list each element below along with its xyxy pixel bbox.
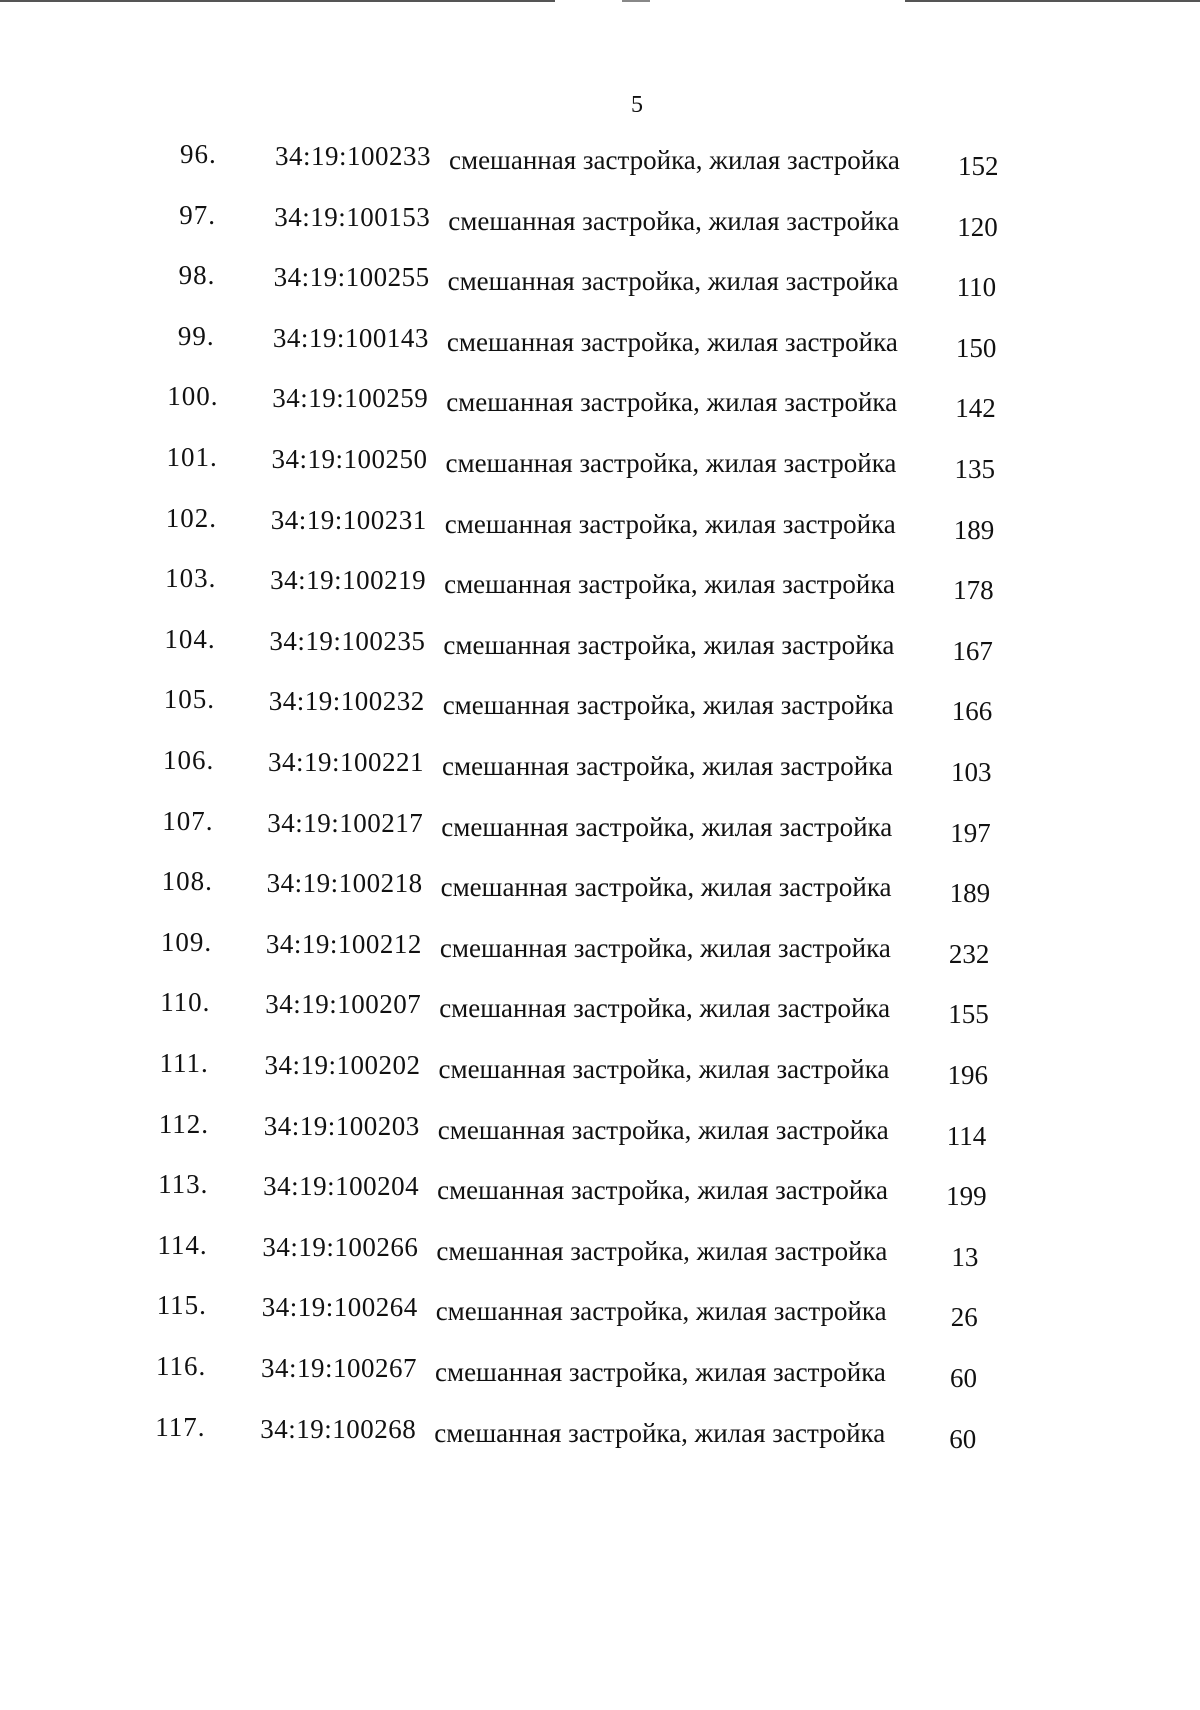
row-number: 97. (179, 199, 217, 230)
cadastral-number: 34:19:100266 (262, 1231, 419, 1262)
area-value: 13 (951, 1241, 979, 1272)
area-value: 155 (948, 999, 989, 1030)
land-use: смешанная застройка, жилая застройка (449, 145, 900, 175)
table-row (0, 1289, 1200, 1333)
row-number: 99. (177, 320, 215, 351)
table-row (0, 199, 1200, 243)
land-use: смешанная застройка, жилая застройка (442, 751, 893, 781)
area-value: 26 (950, 1302, 978, 1333)
cadastral-number: 34:19:100203 (263, 1110, 420, 1141)
area-value: 60 (949, 1423, 977, 1454)
land-use: смешанная застройка, жилая застройка (437, 1175, 889, 1206)
cadastral-number: 34:19:100255 (273, 262, 430, 293)
cadastral-number: 34:19:100221 (268, 747, 425, 777)
area-value: 152 (958, 151, 999, 181)
land-use: смешанная застройка, жилая застройка (435, 1296, 887, 1327)
row-number: 112. (158, 1108, 210, 1139)
area-value: 232 (948, 938, 990, 969)
land-use: смешанная застройка, жилая застройка (444, 569, 896, 600)
area-value: 103 (951, 757, 992, 787)
cadastral-number: 34:19:100232 (268, 686, 425, 717)
area-value: 120 (957, 211, 998, 242)
table-row (0, 138, 1200, 182)
land-use: смешанная застройка, жилая застройка (446, 387, 898, 418)
table-row (0, 744, 1200, 788)
row-number: 111. (159, 1048, 209, 1078)
area-value: 166 (951, 696, 993, 727)
cadastral-number: 34:19:100212 (265, 928, 422, 959)
cadastral-number: 34:19:100218 (266, 868, 423, 899)
cadastral-number: 34:19:100235 (269, 625, 426, 656)
table-row (0, 1168, 1200, 1212)
cadastral-number: 34:19:100153 (274, 201, 431, 232)
table-row (0, 259, 1200, 303)
land-use: смешанная застройка, жилая застройка (440, 872, 892, 903)
row-number: 102. (165, 502, 218, 533)
table-row (0, 1047, 1200, 1091)
area-value: 114 (946, 1120, 987, 1151)
area-value: 142 (955, 393, 996, 424)
land-use: смешанная застройка, жилая застройка (436, 1235, 888, 1266)
land-use: смешанная застройка, жилая застройка (447, 266, 899, 297)
table-row (0, 1108, 1200, 1152)
cadastral-number: 34:19:100202 (264, 1050, 421, 1080)
land-use: смешанная застройка, жилая застройка (448, 205, 900, 236)
row-number: 117. (155, 1411, 206, 1442)
area-value: 197 (950, 817, 991, 848)
area-value: 189 (949, 878, 991, 909)
row-number: 101. (166, 442, 218, 472)
table-row (0, 986, 1200, 1030)
table-row (0, 441, 1200, 485)
row-number: 116. (156, 1351, 207, 1381)
cadastral-number: 34:19:100264 (261, 1292, 418, 1323)
cadastral-number: 34:19:100219 (270, 565, 427, 596)
table-row (0, 1350, 1200, 1394)
land-use: смешанная застройка, жилая застройка (434, 1417, 886, 1448)
table-row (0, 683, 1200, 727)
table-row (0, 926, 1200, 970)
table-row (0, 380, 1200, 424)
cadastral-number: 34:19:100143 (272, 322, 429, 353)
land-use: смешанная застройка, жилая застройка (435, 1357, 886, 1387)
cadastral-number: 34:19:100207 (265, 989, 422, 1020)
row-number: 98. (178, 260, 216, 291)
row-number: 110. (160, 987, 211, 1018)
table-row (0, 320, 1200, 364)
row-number: 108. (161, 866, 213, 897)
row-number: 107. (162, 805, 214, 836)
table-row (0, 502, 1200, 546)
row-number: 106. (163, 745, 215, 775)
land-use: смешанная застройка, жилая застройка (444, 508, 896, 539)
area-value: 167 (952, 635, 993, 666)
row-number: 105. (163, 684, 215, 715)
area-value: 196 (947, 1060, 988, 1090)
land-use: смешанная застройка, жилая застройка (439, 932, 891, 963)
area-value: 150 (955, 332, 997, 363)
cadastral-number: 34:19:100250 (271, 444, 428, 474)
cadastral-number: 34:19:100268 (260, 1413, 417, 1444)
area-value: 178 (953, 575, 994, 606)
land-use: смешанная застройка, жилая застройка (443, 629, 895, 660)
land-use: смешанная застройка, жилая застройка (438, 1054, 890, 1084)
row-number: 109. (160, 926, 213, 957)
area-value: 110 (956, 272, 997, 303)
area-value: 135 (954, 454, 995, 484)
page-number: 5 (631, 92, 643, 118)
land-use: смешанная застройка, жилая застройка (439, 993, 891, 1024)
table-row (0, 865, 1200, 909)
land-use: смешанная застройка, жилая застройка (446, 326, 898, 357)
row-number: 115. (156, 1290, 207, 1321)
cadastral-number: 34:19:100233 (275, 141, 432, 171)
area-value: 199 (946, 1181, 987, 1212)
table-row (0, 623, 1200, 667)
cadastral-number: 34:19:100231 (270, 504, 427, 535)
land-use: смешанная застройка, жилая застройка (445, 448, 897, 478)
row-number: 100. (167, 381, 219, 412)
land-use: смешанная застройка, жилая застройка (442, 690, 894, 721)
cadastral-number: 34:19:100267 (261, 1353, 418, 1383)
row-number: 96. (180, 139, 217, 169)
area-value: 189 (953, 514, 995, 545)
row-number: 104. (164, 623, 216, 654)
row-number: 114. (157, 1229, 208, 1260)
cadastral-number: 34:19:100259 (272, 383, 429, 414)
table-row (0, 805, 1200, 849)
area-value: 60 (950, 1363, 977, 1393)
row-number: 113. (158, 1169, 209, 1200)
cadastral-number: 34:19:100217 (267, 807, 424, 838)
land-use: смешанная застройка, жилая застройка (437, 1114, 889, 1145)
land-use: смешанная застройка, жилая застройка (441, 811, 893, 842)
row-number: 103. (165, 563, 217, 594)
table-row (0, 562, 1200, 606)
table-row (0, 1411, 1200, 1455)
table-row (0, 1229, 1200, 1273)
cadastral-number: 34:19:100204 (263, 1171, 420, 1202)
